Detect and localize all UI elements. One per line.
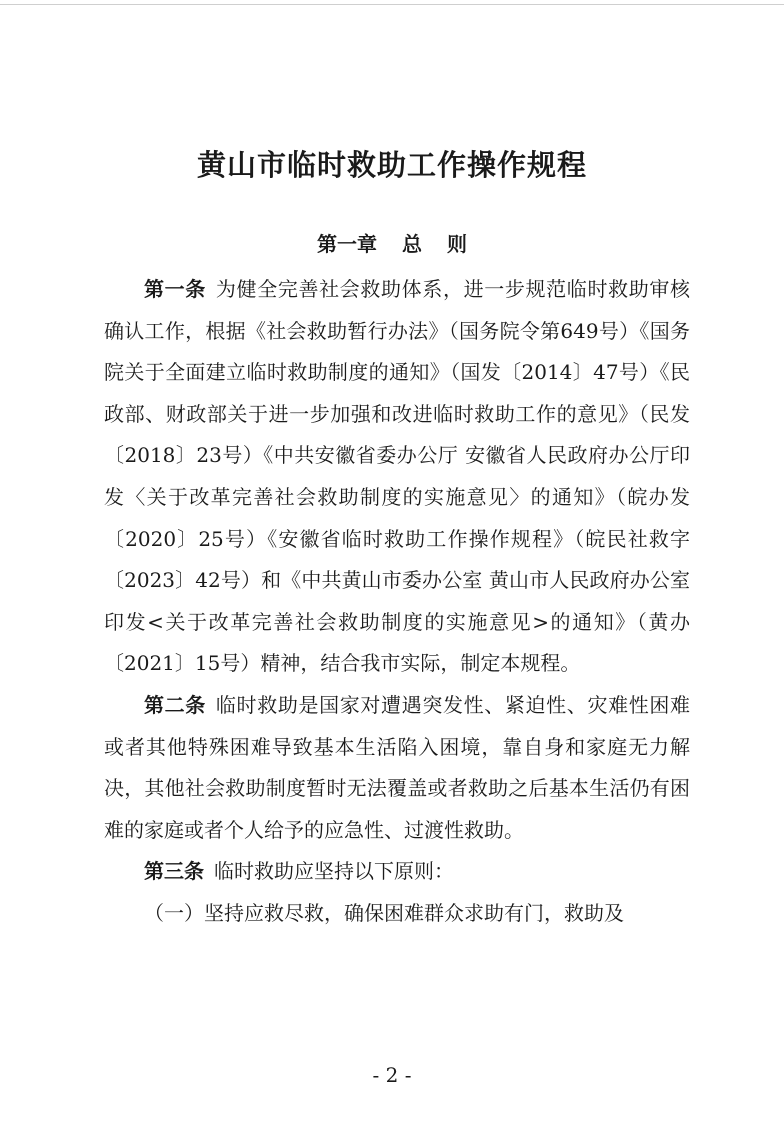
article-1-text: 为健全完善社会救助体系，进一步规范临时救助审核确认工作，根据《社会救助暂行办法》（国务院令第649号）《国务院关于全面建立临时救助制度的通知》（国发〔2014〕47号）《民政部、财政部关于进一步加强和改进临时救助工作的意见》（民发〔2018〕23号）《中共安徽省委办公厅 安徽省人民政府办公厅印发〈关于改革完善社会救助制度的实施意见〉的通知》（皖办发〔2020〕25号）《安徽省临时救助工作操作规程》（皖民社救字〔2023〕42号）和《中共黄山市委办公室 黄山市人民政府办公室印发<关于改革完善社会救助制度的实施意见>的通知》（黄办〔2021〕15号）精神，结合我市实际，制定本规程。 bbox=[104, 277, 691, 676]
article-2-label: 第二条 bbox=[144, 692, 206, 717]
article-1-label: 第一条 bbox=[144, 277, 206, 301]
list-item-1: （一）坚持应救尽救，确保困难群众求助有门，救助及 bbox=[144, 900, 624, 925]
article-3 bbox=[104, 851, 690, 893]
article-2-text: 临时救助是国家对遭遇突发性、紧迫性、灾难性困难或者其他特殊困难导致基本生活陷入困境，靠自身和家庭无力解决，其他社会救助制度暂时无法覆盖或者救助之后基本生活仍有困难的家庭或者个人给予的应急性、过渡性救助。 bbox=[104, 692, 691, 842]
article-3-text: 临时救助应坚持以下原则： bbox=[214, 859, 454, 884]
top-scan-edge bbox=[0, 4, 784, 5]
article-1 bbox=[104, 269, 690, 685]
article-3-label: 第三条 bbox=[144, 859, 204, 884]
chapter-heading: 第一章 总 则 bbox=[317, 232, 467, 256]
article-2 bbox=[104, 685, 690, 851]
document-body bbox=[104, 269, 690, 935]
page-number: - 2 - bbox=[372, 1063, 412, 1087]
document-title: 黄山市临时救助工作操作规程 bbox=[196, 148, 587, 182]
